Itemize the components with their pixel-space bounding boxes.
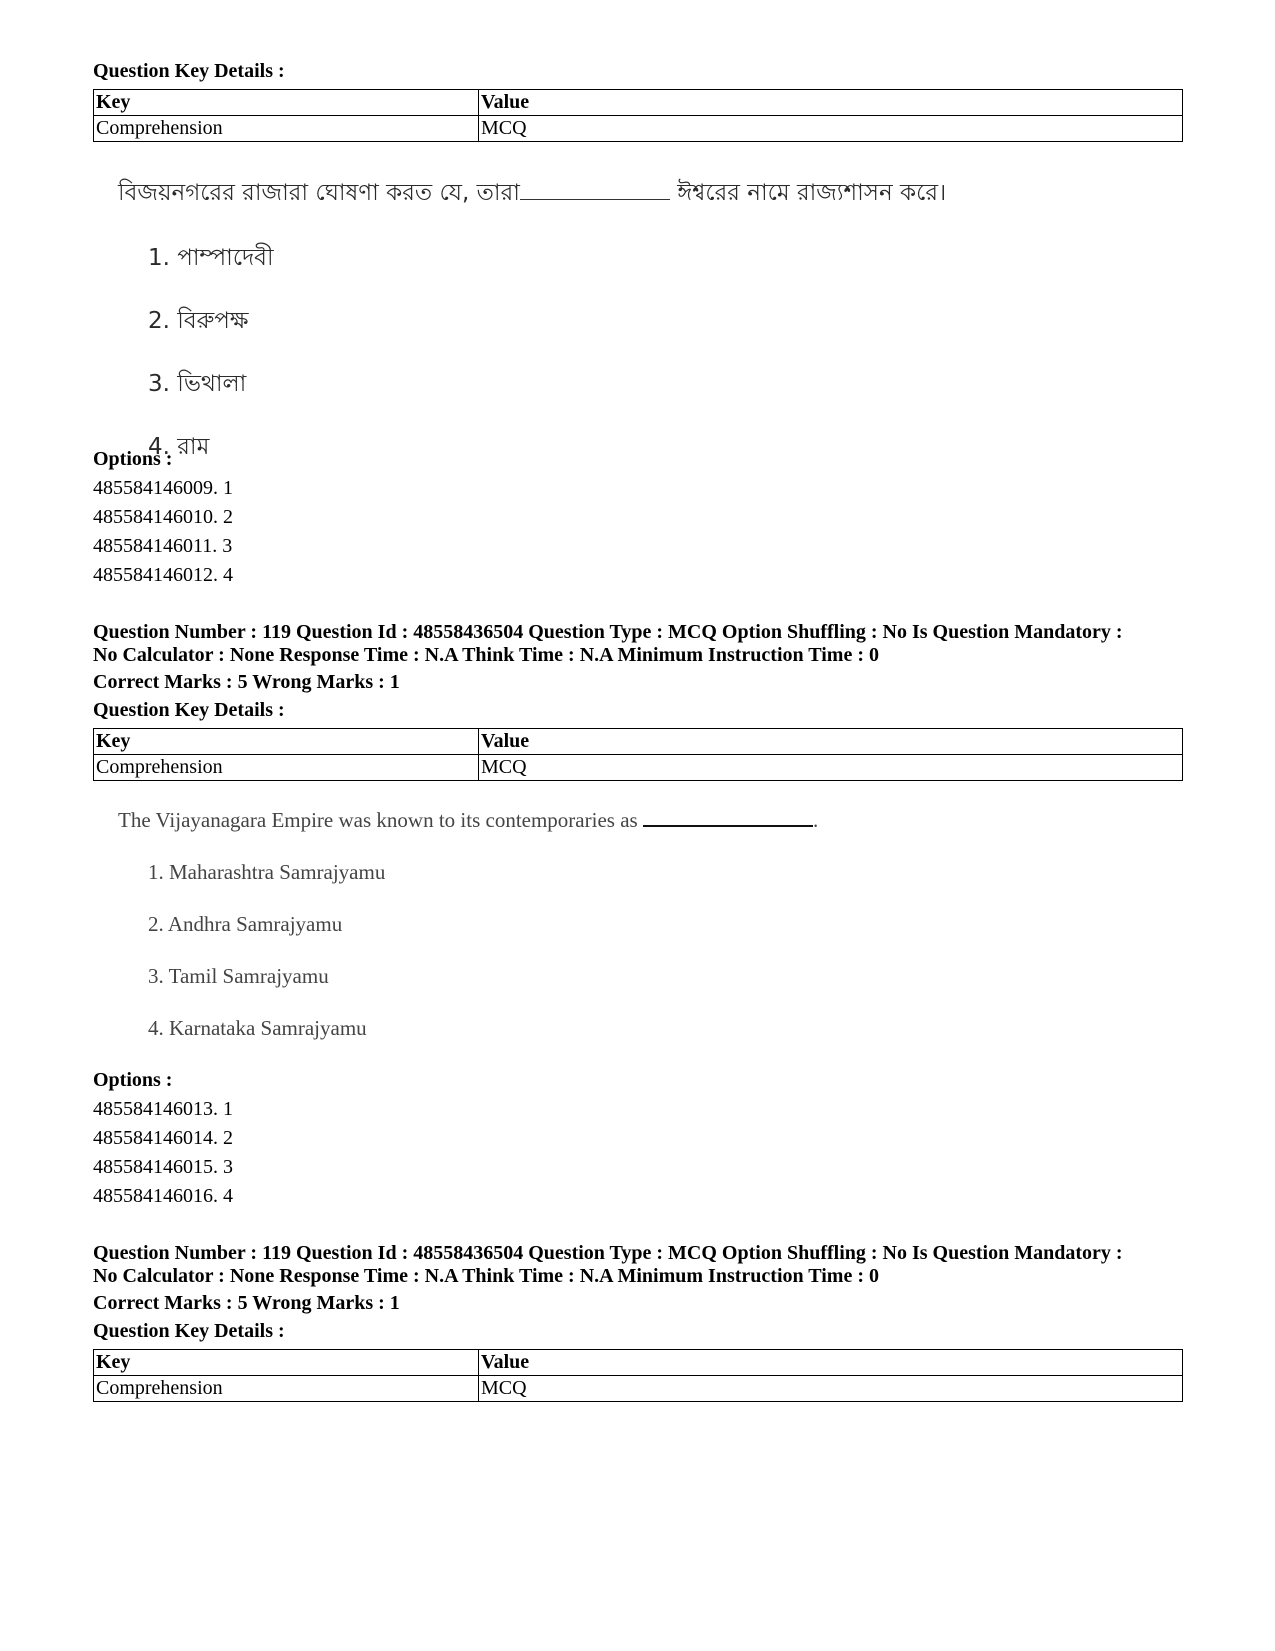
question-stem-after: ঈশ্বরের নামে রাজ্যশাসন করে। bbox=[677, 180, 947, 206]
options-list bbox=[93, 1066, 233, 1211]
key-details-table bbox=[93, 1349, 1183, 1402]
question-stem-before: বিজয়নগরের রাজারা ঘোষণা করত যে, তারা bbox=[118, 180, 520, 206]
question-header-line: Question Number : 119 Question Id : 48558436504 Question Type : MCQ Option Shuffling : No Is Question Mandatory : bbox=[93, 1242, 1123, 1264]
question-stem bbox=[118, 808, 818, 833]
table-cell-value: MCQ bbox=[479, 1376, 1183, 1402]
question-header bbox=[93, 1242, 1183, 1288]
question-blank bbox=[520, 198, 670, 200]
question-choice: 1. পাম্পাদেবী bbox=[148, 245, 274, 271]
key-details-table bbox=[93, 89, 1183, 142]
table-header-value: Value bbox=[479, 90, 1183, 116]
question-choice: 2. বিরুপক্ষ bbox=[148, 308, 249, 334]
options-label: Options : bbox=[93, 448, 173, 470]
table-header-key: Key bbox=[94, 729, 479, 755]
marks-line: Correct Marks : 5 Wrong Marks : 1 bbox=[93, 1292, 400, 1314]
question-header-line: Question Number : 119 Question Id : 48558436504 Question Type : MCQ Option Shuffling : No Is Question Mandatory : bbox=[93, 621, 1123, 643]
table-header-row bbox=[94, 1350, 1183, 1376]
question-blank bbox=[643, 824, 813, 827]
question-header bbox=[93, 621, 1183, 667]
table-header-key: Key bbox=[94, 1350, 479, 1376]
question-image-english bbox=[118, 808, 818, 1041]
question-header-line: No Calculator : None Response Time : N.A Think Time : N.A Minimum Instruction Time : 0 bbox=[93, 1265, 879, 1287]
option-item: 485584146015. 3 bbox=[93, 1156, 233, 1178]
table-cell-key: Comprehension bbox=[94, 1376, 479, 1402]
option-item: 485584146011. 3 bbox=[93, 535, 233, 557]
table-cell-key: Comprehension bbox=[94, 755, 479, 781]
table-row bbox=[94, 116, 1183, 142]
question-stem bbox=[118, 174, 946, 213]
table-header-row bbox=[94, 90, 1183, 116]
options-label: Options : bbox=[93, 1069, 173, 1091]
table-header-value: Value bbox=[479, 729, 1183, 755]
option-item: 485584146012. 4 bbox=[93, 564, 233, 586]
marks-line: Correct Marks : 5 Wrong Marks : 1 bbox=[93, 671, 400, 693]
table-cell-key: Comprehension bbox=[94, 116, 479, 142]
key-details-table bbox=[93, 728, 1183, 781]
option-item: 485584146009. 1 bbox=[93, 477, 233, 499]
option-item: 485584146016. 4 bbox=[93, 1185, 233, 1207]
question-choice: 3. ভিথালা bbox=[148, 371, 247, 397]
question-choice: 4. Karnataka Samrajyamu bbox=[148, 1016, 367, 1040]
question-stem-after: . bbox=[812, 808, 819, 832]
key-details-label: Question Key Details : bbox=[93, 60, 285, 82]
question-image-bengali bbox=[118, 174, 946, 467]
question-stem-before: The Vijayanagara Empire was known to its contemporaries as bbox=[118, 808, 638, 832]
table-header-row bbox=[94, 729, 1183, 755]
question-choice: 1. Maharashtra Samrajyamu bbox=[148, 860, 386, 884]
option-item: 485584146014. 2 bbox=[93, 1127, 233, 1149]
question-header-line: No Calculator : None Response Time : N.A Think Time : N.A Minimum Instruction Time : 0 bbox=[93, 644, 879, 666]
options-list bbox=[93, 445, 233, 590]
question-choice: 4. রাম bbox=[148, 434, 210, 460]
table-header-value: Value bbox=[479, 1350, 1183, 1376]
question-choice: 2. Andhra Samrajyamu bbox=[148, 912, 343, 936]
key-details-label: Question Key Details : bbox=[93, 699, 285, 721]
option-item: 485584146010. 2 bbox=[93, 506, 233, 528]
table-header-key: Key bbox=[94, 90, 479, 116]
option-item: 485584146013. 1 bbox=[93, 1098, 233, 1120]
question-choice: 3. Tamil Samrajyamu bbox=[148, 964, 329, 988]
table-row bbox=[94, 755, 1183, 781]
key-details-label: Question Key Details : bbox=[93, 1320, 285, 1342]
table-cell-value: MCQ bbox=[479, 755, 1183, 781]
table-row bbox=[94, 1376, 1183, 1402]
table-cell-value: MCQ bbox=[479, 116, 1183, 142]
